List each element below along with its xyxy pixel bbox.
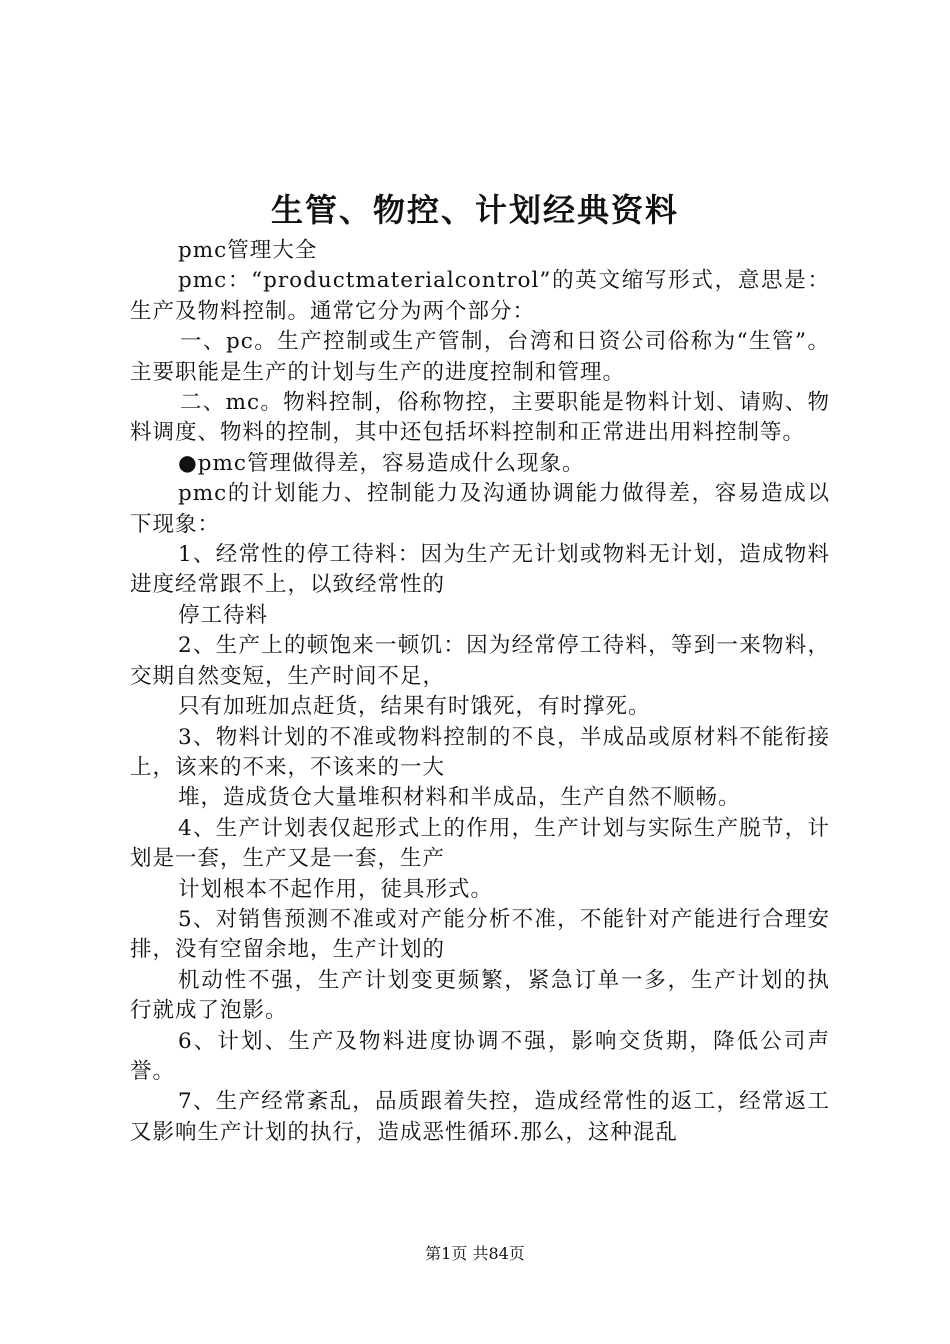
- paragraph-item-1-cont: 停工待料: [178, 602, 269, 628]
- paragraph-item-4: 4、生产计划表仅起形式上的作用，生产计划与实际生产脱节，计划是一套，生产又是一套，生产: [130, 815, 830, 872]
- paragraph-item-7: 7、生产经常紊乱，品质跟着失控，造成经常性的返工，经常返工又影响生产计划的执行，造成恶性循环.那么，这种混乱: [130, 1089, 830, 1145]
- paragraph-pc: 一、pc。生产控制或生产管制，台湾和日资公司俗称为“生管”。主要职能是生产的计划与生产的进度控制和管理。: [130, 329, 830, 385]
- paragraph-item-3-cont: 堆，造成货仓大量堆积材料和半成品，生产自然不顺畅。: [178, 785, 741, 811]
- paragraph-heading-pmc: pmc管理大全: [178, 238, 318, 263]
- paragraph-bullet-question: ●pmc管理做得差，容易造成什么现象。: [178, 450, 585, 476]
- paragraph-item-4-cont: 计划根本不起作用，徒具形式。: [178, 876, 494, 902]
- paragraph-item-2: 2、生产上的顿饱来一顿饥：因为经常停工待料，等到一来物料，交期自然变短，生产时间不足，: [130, 633, 830, 689]
- paragraph-mc: 二、mc。物料控制，俗称物控，主要职能是物料计划、请购、物料调度、物料的控制，其中还包括坏料控制和正常进出用料控制等。: [130, 390, 830, 446]
- paragraph-item-6: 6、计划、生产及物料进度协调不强，影响交货期，降低公司声誉。: [130, 1028, 830, 1084]
- paragraph-item-5: 5、对销售预测不准或对产能分析不准，不能针对产能进行合理安排，没有空留余地，生产计划的: [130, 906, 830, 963]
- paragraph-item-3: 3、物料计划的不准或物料控制的不良，半成品或原材料不能衔接上，该来的不来，不该来的一大: [130, 724, 830, 780]
- page-number-footer: 第1页 共84页: [425, 1244, 525, 1263]
- paragraph-phenomena-intro: pmc的计划能力、控制能力及沟通协调能力做得差，容易造成以下现象：: [130, 481, 830, 537]
- paragraph-item-1: 1、经常性的停工待料：因为生产无计划或物料无计划，造成物料进度经常跟不上，以致经常性的: [130, 542, 830, 598]
- paragraph-item-2-cont: 只有加班加点赶货，结果有时饿死，有时撑死。: [178, 694, 651, 720]
- document-body: [130, 236, 830, 1148]
- paragraph-item-5-cont: 机动性不强，生产计划变更频繁，紧急订单一多，生产计划的执行就成了泡影。: [130, 967, 830, 1024]
- document-title: 生管、物控、计划经典资料: [270, 191, 679, 229]
- paragraph-pmc-definition: pmc：“productmaterialcontrol”的英文缩写形式，意思是：生产及物料控制。通常它分为两个部分：: [130, 268, 830, 324]
